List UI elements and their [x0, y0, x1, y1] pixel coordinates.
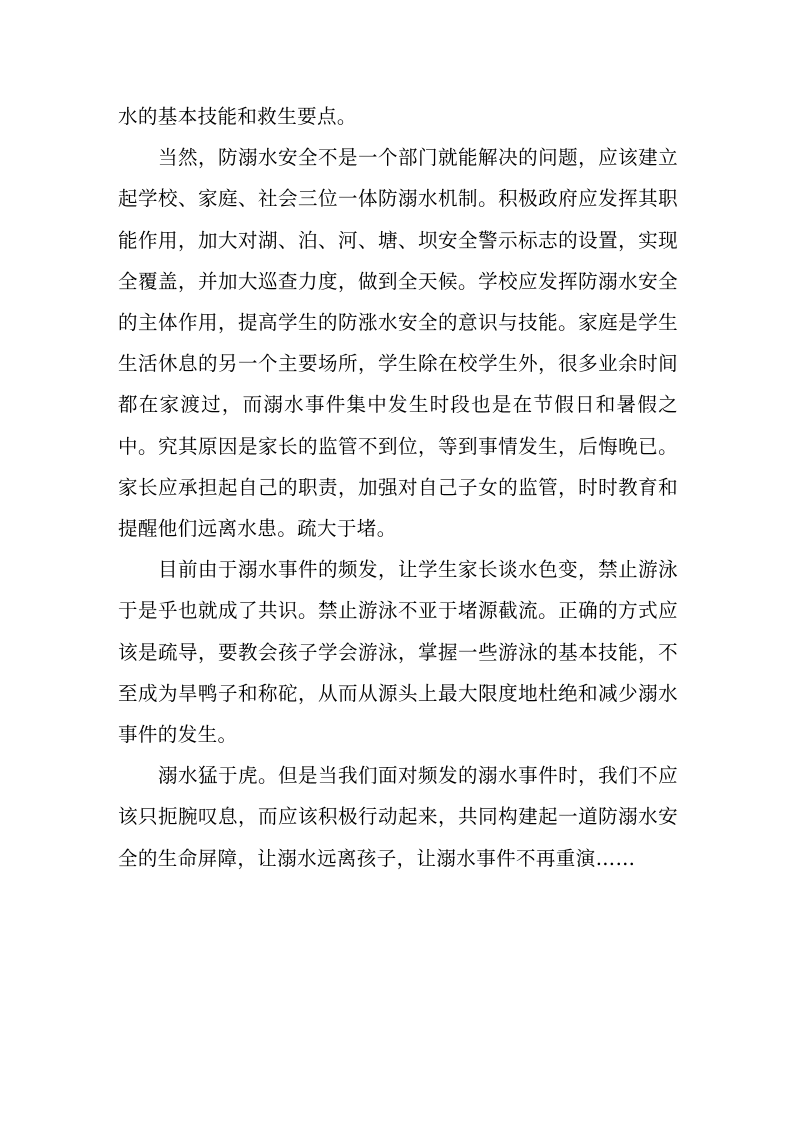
paragraph-conclusion: 溺水猛于虎。但是当我们面对频发的溺水事件时，我们不应该只扼腕叹息，而应该积极行动起来，共同构建起一道防溺水安全的生命屏障，让溺水远离孩子，让溺水事件不再重演…… — [118, 764, 678, 870]
body-text — [118, 96, 678, 879]
paragraph-continuation: 水的基本技能和救生要点。 — [118, 105, 357, 128]
paragraph-swimming-guidance: 目前由于溺水事件的频发，让学生家长谈水色变，禁止游泳于是乎也就成了共识。禁止游泳不亚于堵源截流。正确的方式应该是疏导，要教会孩子学会游泳，掌握一些游泳的基本技能，不至成为旱鸭子和称砣，从而从源头上最大限度地杜绝和减少溺水事件的发生。 — [118, 558, 678, 747]
paragraph-prevention-mechanism: 当然，防溺水安全不是一个部门就能解决的问题，应该建立起学校、家庭、社会三位一体防溺水机制。积极政府应发挥其职能作用，加大对湖、泊、河、塘、坝安全警示标志的设置，实现全覆盖，并加大巡查力度，做到全天候。学校应发挥防溺水安全的主体作用，提高学生的防涨水安全的意识与技能。家庭是学生生活休息的另一个主要场所，学生除在校学生外，很多业余时间都在家渡过，而溺水事件集中发生时段也是在节假日和暑假之中。究其原因是家长的监管不到位，等到事情发生，后悔晚已。家长应承担起自己的职责，加强对自己子女的监管，时时教育和提醒他们远离水患。疏大于堵。 — [118, 146, 678, 541]
